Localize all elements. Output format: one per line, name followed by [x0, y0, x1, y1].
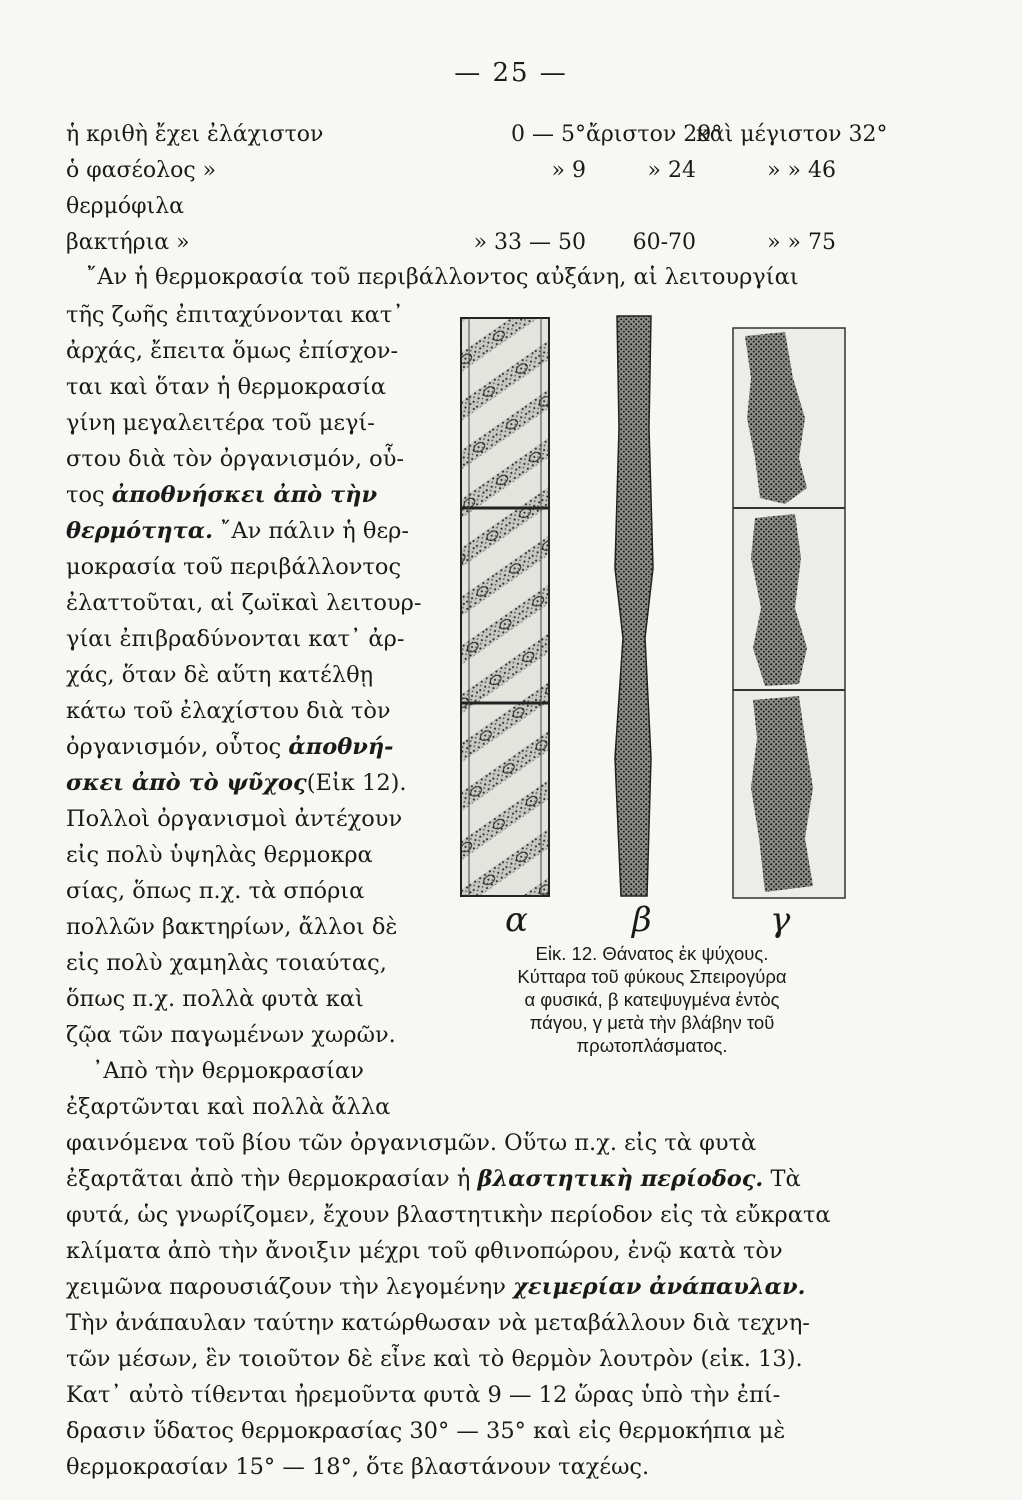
- text-line: τῆς ζωῆς ἐπιταχύνονται κατ᾽: [66, 302, 404, 328]
- organism-name: ἡ κριθὴ ἔχει ἐλάχιστον: [66, 122, 324, 147]
- emphasis-text: βλαστητικὴ περίοδος.: [477, 1166, 764, 1192]
- emphasis-text: ἀποθνή-: [288, 734, 394, 760]
- table-row: [66, 122, 888, 158]
- maximum-value: καὶ μέγιστον 32°: [696, 122, 888, 147]
- text-line: σίας, ὅπως π.χ. τὰ σπόρια: [66, 878, 365, 904]
- maximum-value: » » 75: [767, 230, 836, 255]
- text-line: ῎Αν ἡ θερμοκρασία τοῦ περιβάλλοντος αὐξάνη, αἱ λειτουργίαι: [86, 264, 799, 290]
- text-line: πολλῶν βακτηρίων, ἄλλοι δὲ: [66, 914, 398, 940]
- text-line: [66, 734, 394, 760]
- text-line: τῶν μέσων, ἓν τοιοῦτον δὲ εἶνε καὶ τὸ θερμὸν λουτρὸν (εἰκ. 13).: [66, 1346, 803, 1372]
- figure-caption: [432, 942, 872, 1057]
- caption-line: Εἰκ. 12. Θάνατος ἐκ ψύχους.: [535, 943, 769, 964]
- figure-illustration: [455, 308, 870, 908]
- text-line: χάς, ὅταν δὲ αὕτη κατέλθῃ: [66, 662, 374, 688]
- text-line: Τὴν ἀνάπαυλαν ταύτην κατώρθωσαν νὰ μεταβάλλουν διὰ τεχνη-: [66, 1310, 810, 1336]
- text-segment: τος: [66, 482, 105, 508]
- text-segment: (Εἰκ 12).: [306, 770, 407, 796]
- table-row: [66, 158, 846, 194]
- figure-spirogyra: [455, 308, 870, 908]
- minimum-value: » 33 — 50: [473, 230, 586, 255]
- text-line: Πολλοὶ ὀργανισμοὶ ἀντέχουν: [66, 806, 403, 832]
- cell-beta: [615, 316, 653, 896]
- text-line: ἀρχάς, ἔπειτα ὅμως ἐπίσχον-: [66, 338, 399, 364]
- text-line: γίαι ἐπιβραδύνονται κατ᾽ ἀρ-: [66, 626, 405, 652]
- emphasis-text: χειμερίαν ἀνάπαυλαν.: [513, 1274, 806, 1300]
- text-line: κλίματα ἀπὸ τὴν ἄνοιξιν μέχρι τοῦ φθινοπώρου, ἐνῷ κατὰ τὸν: [66, 1238, 783, 1264]
- emphasis-text: ἀποθνήσκει ἀπὸ τὴν: [111, 482, 378, 508]
- figure-label-alpha: α: [505, 900, 528, 940]
- text-segment: Τὰ: [770, 1166, 801, 1192]
- temperature-table: [66, 122, 888, 266]
- text-line: δρασιν ὕδατος θερμοκρασίας 30° — 35° καὶ εἰς θερμοκήπια μὲ: [66, 1418, 786, 1444]
- organism-name: θερμόφιλα: [66, 194, 184, 219]
- text-line: ζῷα τῶν παγωμένων χωρῶν.: [66, 1022, 396, 1048]
- text-line: Κατ᾽ αὐτὸ τίθενται ἠρεμοῦντα φυτὰ 9 — 12 ὥρας ὑπὸ τὴν ἐπί-: [66, 1382, 781, 1408]
- text-segment: χειμῶνα παρουσιάζουν τὴν λεγομένην: [66, 1274, 506, 1300]
- text-line: στου διὰ τὸν ὀργανισμόν, οὗ-: [66, 446, 404, 472]
- table-row: [66, 230, 846, 266]
- figure-label-beta: β: [632, 900, 652, 940]
- minimum-value: » 9: [551, 158, 586, 183]
- text-segment: ῎Αν πάλιν ἡ θερ-: [220, 518, 409, 544]
- caption-line: πάγου, γ μετὰ τὴν βλάβην τοῦ: [529, 1012, 775, 1033]
- text-line: φυτά, ὡς γνωρίζομεν, ἔχουν βλαστητικὴν περίοδον εἰς τὰ εὔκρατα: [66, 1202, 831, 1228]
- text-line: ἐξαρτῶνται καὶ πολλὰ ἄλλα: [66, 1094, 391, 1120]
- caption-line: πρωτοπλάσματος.: [576, 1035, 728, 1056]
- text-line: κάτω τοῦ ἐλαχίστου διὰ τὸν: [66, 698, 391, 724]
- text-segment: ὀργανισμόν, οὗτος: [66, 734, 282, 760]
- text-line: [66, 1274, 805, 1300]
- text-line: εἰς πολὺ ὑψηλὰς θερμοκρα: [66, 842, 373, 868]
- text-line: θερμοκρασίαν 15° — 18°, ὅτε βλαστάνουν ταχέως.: [66, 1454, 650, 1480]
- page-number: — 25 —: [454, 58, 568, 88]
- text-line: ται καὶ ὅταν ἡ θερμοκρασία: [66, 374, 386, 400]
- text-line: φαινόμενα τοῦ βίου τῶν ὀργανισμῶν. Οὕτω π.χ. εἰς τὰ φυτὰ: [66, 1130, 757, 1156]
- optimum-value: ἄριστον 29°: [586, 122, 723, 147]
- text-line: ᾽Απὸ τὴν θερμοκρασίαν: [92, 1058, 364, 1084]
- cell-gamma: [733, 328, 845, 898]
- figure-label-gamma: γ: [770, 900, 791, 940]
- maximum-value: » » 46: [767, 158, 836, 183]
- text-line: γίνη μεγαλειτέρα τοῦ μεγί-: [66, 410, 375, 436]
- text-line: [66, 482, 377, 508]
- text-line: [66, 518, 409, 544]
- text-line: μοκρασία τοῦ περιβάλλοντος: [66, 554, 402, 580]
- text-line: ἐλαττοῦται, αἱ ζωϊκαὶ λειτουρ-: [66, 590, 422, 616]
- table-row: [66, 194, 846, 230]
- text-line: εἰς πολὺ χαμηλὰς τοιαύτας,: [66, 950, 387, 976]
- emphasis-text: σκει ἀπὸ τὸ ψῦχος: [66, 770, 307, 796]
- organism-name: ὁ φασέολος »: [66, 158, 217, 183]
- minimum-value: 0 — 5°: [511, 122, 586, 147]
- text-segment: ἐξαρτᾶται ἀπὸ τὴν θερμοκρασίαν ἡ: [66, 1166, 471, 1192]
- optimum-value: » 24: [647, 158, 696, 183]
- organism-name: βακτήρια »: [66, 230, 190, 255]
- cell-alpha: [461, 318, 549, 896]
- caption-line: α φυσικά, β κατεψυγμένα ἐντὸς: [524, 989, 780, 1010]
- caption-line: Κύτταρα τοῦ φύκους Σπειρογύρα: [517, 966, 787, 987]
- emphasis-text: θερμότητα.: [66, 518, 213, 544]
- optimum-value: 60-70: [632, 230, 696, 255]
- text-line: [66, 770, 407, 796]
- text-line: ὅπως π.χ. πολλὰ φυτὰ καὶ: [66, 986, 364, 1012]
- text-line: [66, 1166, 801, 1192]
